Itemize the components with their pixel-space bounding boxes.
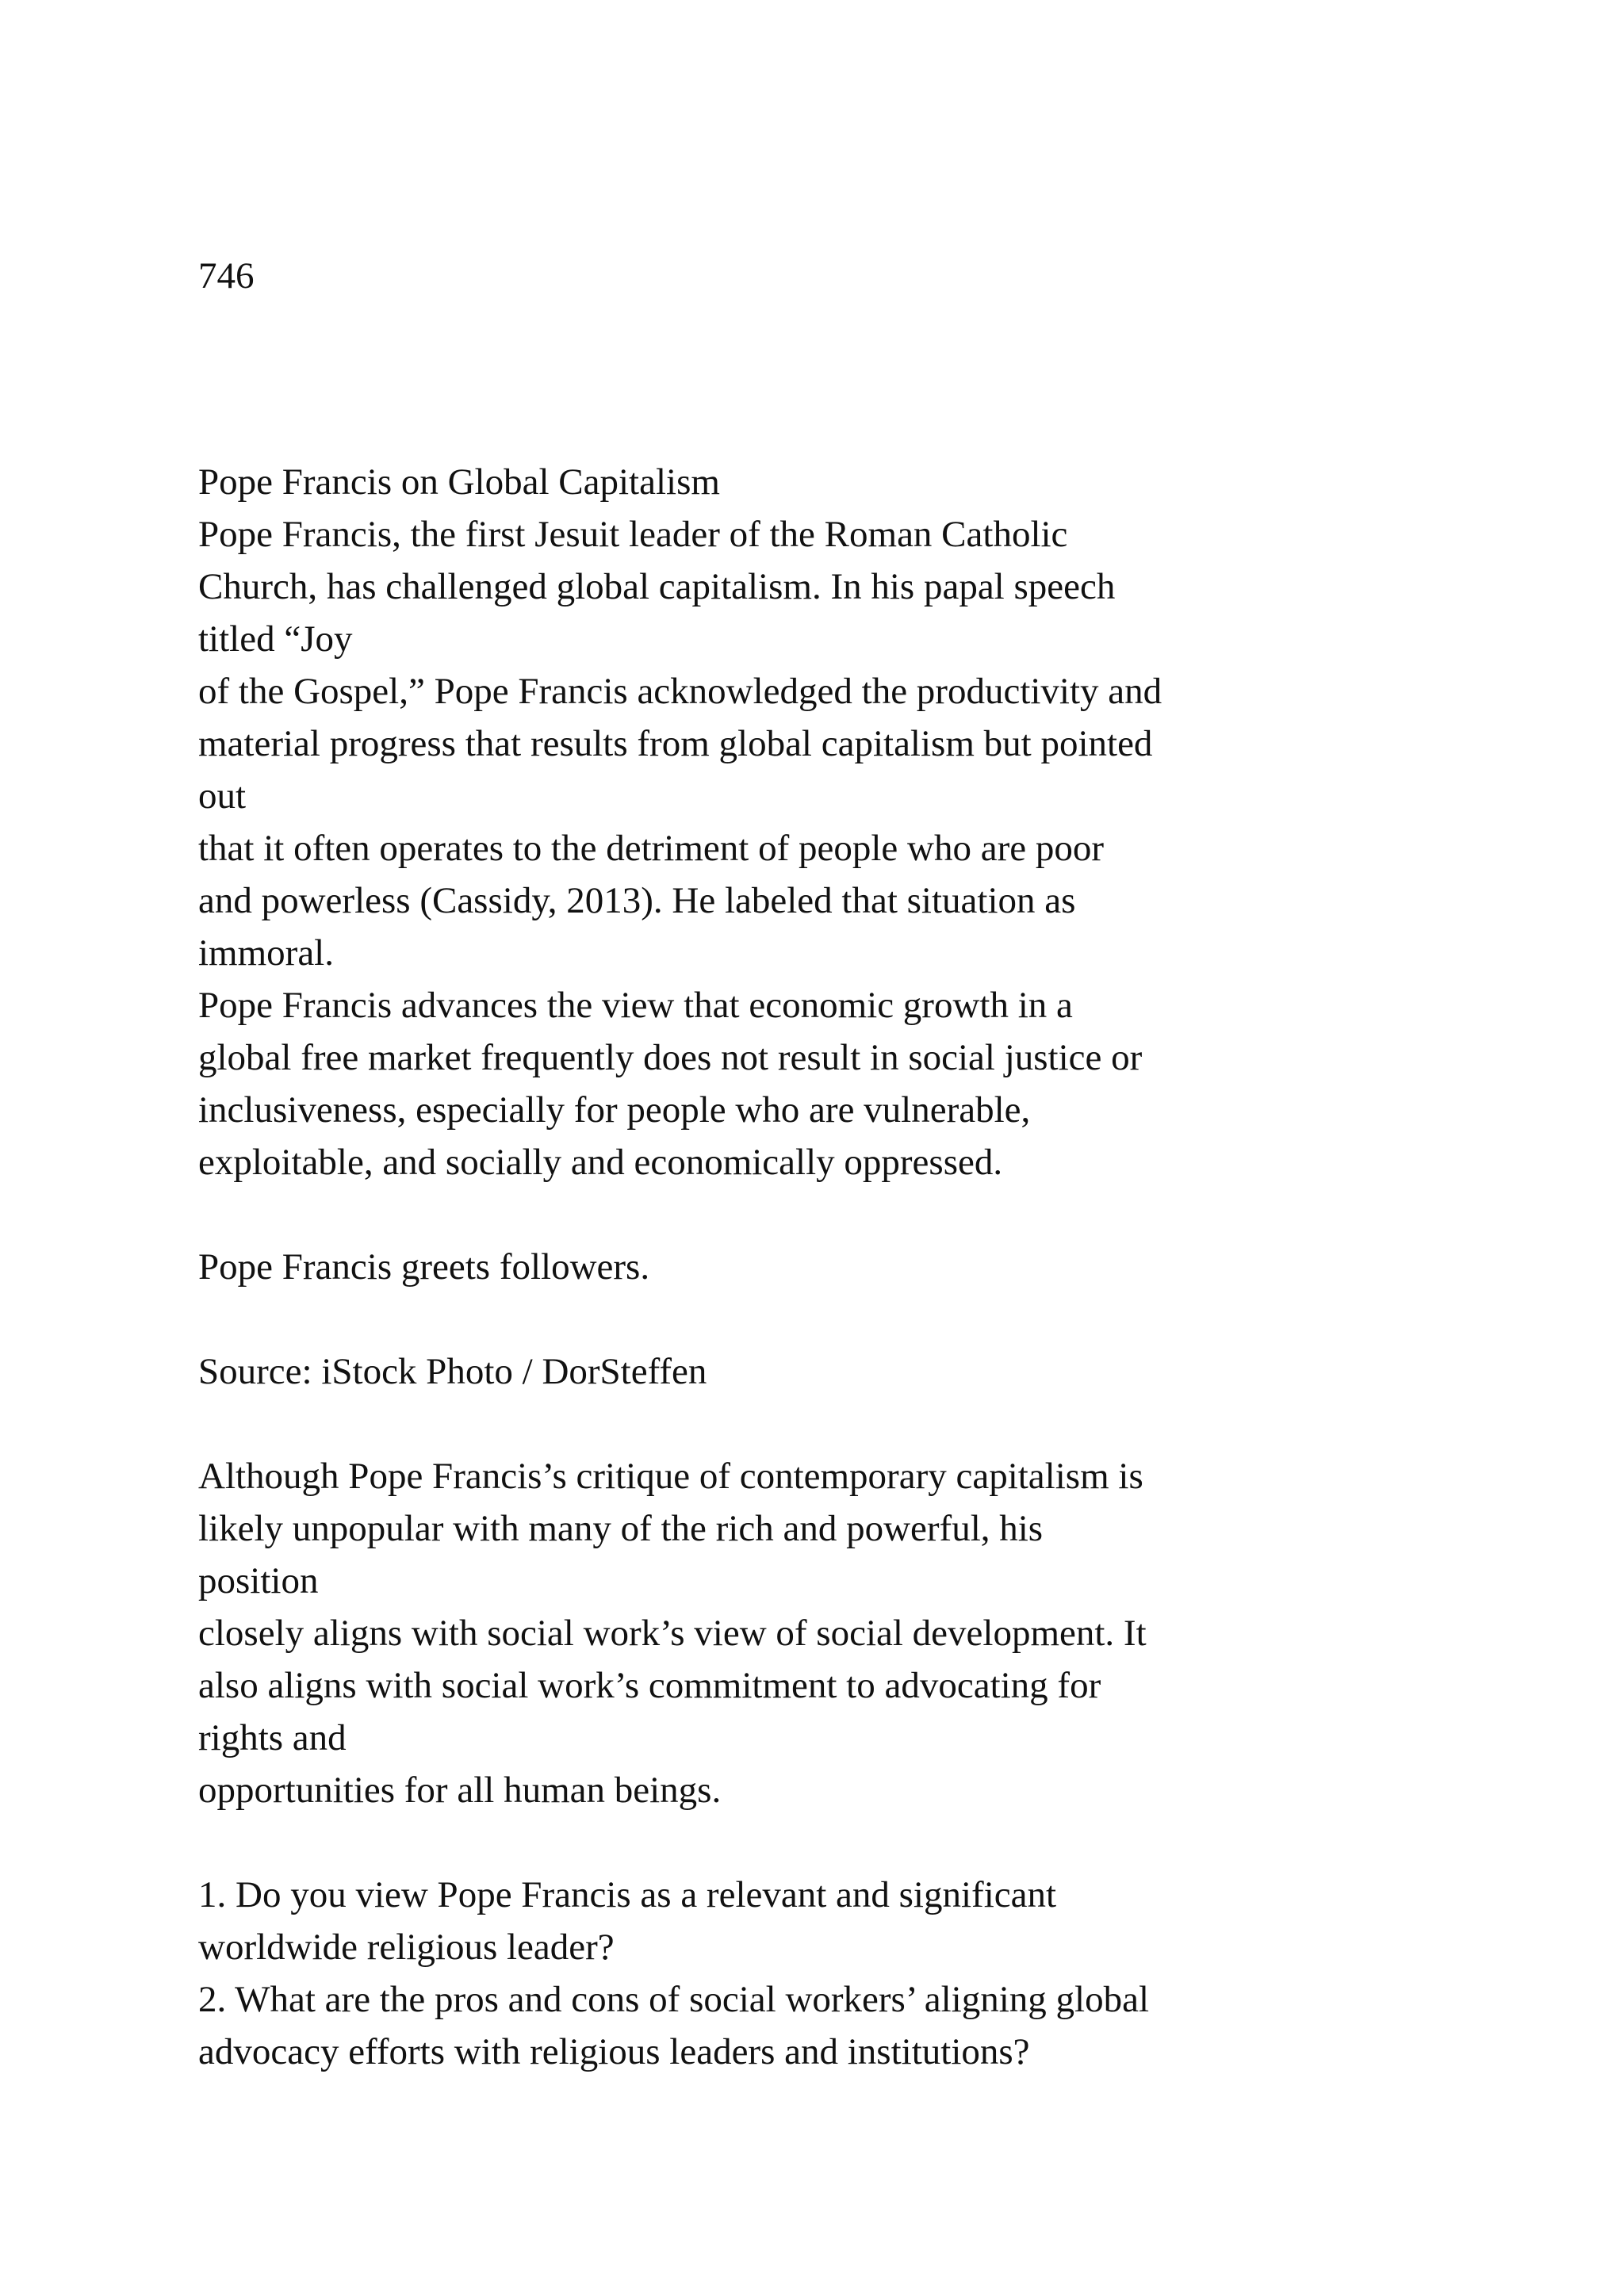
page-number: 746 [198,255,255,297]
question-line: advocacy efforts with religious leaders and institutions? [198,2031,1030,2072]
text-line: inclusiveness, especially for people who are vulnerable, [198,1089,1031,1131]
sidebar-box [198,456,1546,2078]
discussion-questions [198,1869,1546,2078]
text-line: Although Pope Francis’s critique of contemporary capitalism is [198,1456,1143,1497]
text-line: rights and [198,1717,347,1758]
text-line: closely aligns with social work’s view of social development. It [198,1613,1147,1654]
photo-caption: Pope Francis greets followers. [198,1246,650,1288]
text-line: position [198,1560,319,1601]
text-line: Pope Francis, the first Jesuit leader of the Roman Catholic [198,514,1068,555]
text-line: also aligns with social work’s commitment to advocating for [198,1665,1101,1706]
text-line: Church, has challenged global capitalism. In his papal speech [198,566,1116,607]
paragraph-2 [198,979,1546,1188]
text-line: material progress that results from global capitalism but pointed [198,723,1153,764]
spacer [198,1816,1546,1869]
text-line: out [198,775,247,817]
text-line: and powerless (Cassidy, 2013). He labeled that situation as [198,880,1076,921]
box-title: Pope Francis on Global Capitalism [198,461,720,503]
text-line: opportunities for all human beings. [198,1770,722,1811]
text-line: global free market frequently does not result in social justice or [198,1037,1143,1078]
spacer [198,1293,1546,1345]
text-line: exploitable, and socially and economically oppressed. [198,1142,1003,1183]
question-line: 2. What are the pros and cons of social workers’ aligning global [198,1979,1150,2020]
text-line: immoral. [198,932,334,974]
paragraph-1 [198,508,1546,979]
paragraph-3 [198,1450,1546,1816]
text-line: Pope Francis advances the view that economic growth in a [198,985,1073,1026]
photo-source: Source: iStock Photo / DorSteffen [198,1351,707,1392]
text-line: likely unpopular with many of the rich and powerful, his [198,1508,1044,1549]
spacer [198,1188,1546,1241]
question-line: 1. Do you view Pope Francis as a relevant and significant [198,1874,1057,1915]
text-line: titled “Joy [198,618,353,660]
text-line: that it often operates to the detriment of people who are poor [198,828,1104,869]
question-line: worldwide religious leader? [198,1927,615,1968]
spacer [198,1398,1546,1450]
text-line: of the Gospel,” Pope Francis acknowledged the productivity and [198,671,1162,712]
